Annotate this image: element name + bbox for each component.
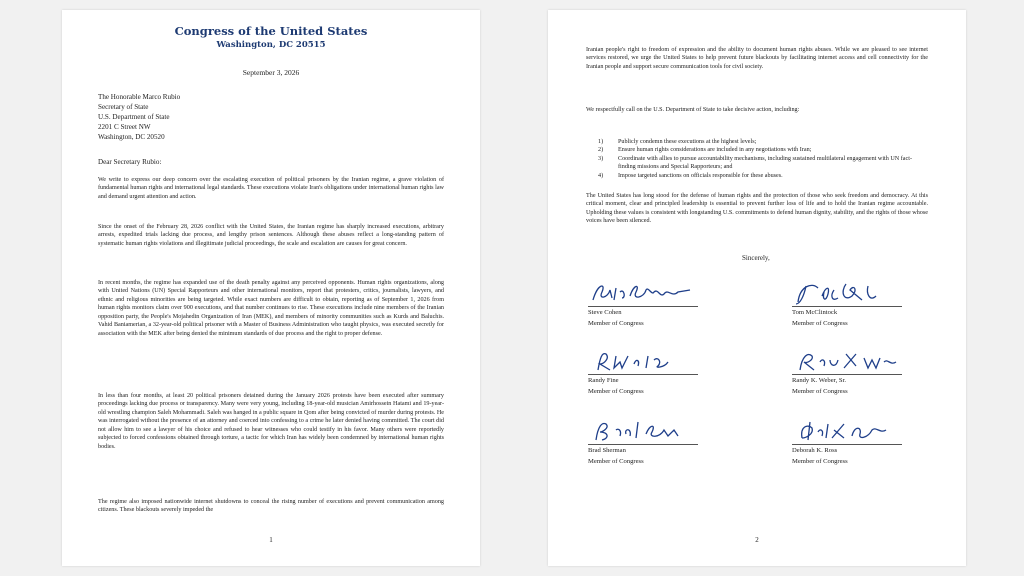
signatory-name: Deborah K. Ross <box>792 447 838 454</box>
closing-paragraph: The United States has long stood for the defense of human rights and the protection of those who seek freedom and democracy. At this critical moment, clear and principled leadership is essential to prevent further loss of life and to hold the Iranian regime accountable. Upholding these values is consistent with longstanding U.S. commitments to defend human dignity, stability, and the rights of those whose voices have been silenced. <box>586 193 928 225</box>
signatory-title: Member of Congress <box>792 388 848 395</box>
signature-block <box>792 346 952 396</box>
signature-block <box>588 346 748 396</box>
call-to-action: We respectfully call on the U.S. Department of State to take decisive action, including: <box>586 107 800 113</box>
body-paragraph: In recent months, the regime has expanded use of the death penalty against any perceived opponents. Human rights organizations, along with United Nations (UN) Special Rapporteurs and other international monitors, report that protesters, critics, journalists, lawyers, and ethnic and religious minorities are being targeted. While exact numbers are difficult to obtain, reporting as of September 1, 2026 from human rights monitors claim over 900 executions, and that number continues to rise. These executions include nine members of the Iranian opposition party, the People's Mojahedin Organization of Iran (MEK), and members of minority communities such as Kurds and Baluchis. Vahid Baniamerian, a 32-year-old political prisoner with a Master of Business Administration who taught physics, was executed secretly for association with the MEK after being denied the minimum standards of due process and the right to proper defense. <box>98 280 444 337</box>
letter-page-1 <box>62 10 480 566</box>
page-number: 1 <box>269 536 273 544</box>
signatory-title: Member of Congress <box>792 320 848 327</box>
address-line: The Honorable Marco Rubio <box>98 93 181 101</box>
signature-block <box>588 416 748 466</box>
address-line: Washington, DC 20520 <box>98 133 165 141</box>
sign-off: Sincerely, <box>742 254 770 262</box>
letterhead-city: Washington, DC 20515 <box>216 40 326 50</box>
signatory-title: Member of Congress <box>588 388 644 395</box>
signatory-name: Randy K. Weber, Sr. <box>792 377 847 384</box>
signatory-name: Tom McClintock <box>792 309 838 316</box>
signature-block <box>792 278 952 328</box>
letter-date: September 3, 2026 <box>242 68 300 77</box>
signature-block <box>588 278 748 328</box>
signature-image <box>792 346 902 376</box>
signatory-name: Brad Sherman <box>588 447 626 454</box>
body-paragraph: The regime also imposed nationwide internet shutdowns to conceal the rising number of executions and prevent communication among citizens. These blackouts severely impeded the <box>98 499 444 514</box>
letter-page-2 <box>548 10 966 566</box>
salutation: Dear Secretary Rubio: <box>98 158 162 166</box>
signatory-title: Member of Congress <box>588 320 644 327</box>
address-line: 2201 C Street NW <box>98 123 151 131</box>
signatory-title: Member of Congress <box>792 458 848 465</box>
body-paragraph: Iranian people's right to freedom of expression and the ability to document human rights abuses. While we are pleased to see internet services restored, we urge the United States to help prevent future blackouts by facilitating internet access and cell connectivity for the Iranian people and support secure communication tools for civil society. <box>586 47 928 70</box>
list-item: 2) Ensure human rights considerations are included in any negotiations with Iran; <box>598 147 812 154</box>
signatory-title: Member of Congress <box>588 458 644 465</box>
list-item: 4) Impose targeted sanctions on officials responsible for these abuses. <box>598 172 783 179</box>
signature-image <box>588 416 698 446</box>
signature-image <box>792 278 902 308</box>
signature-image <box>588 346 698 376</box>
list-item: 3) Coordinate with allies to pursue accountability mechanisms, including sustained multilateral engagement with UN fact-finding missions and Special Rapporteurs; and <box>598 155 912 171</box>
address-line: U.S. Department of State <box>98 113 170 121</box>
body-paragraph: Since the onset of the February 28, 2026 conflict with the United States, the Iranian regime has sharply increased executions, arbitrary arrests, expedited trials lacking due process, and lengthy prison sentences. Although these abuses reflect a long-standing pattern of systematic human rights violations and illegitimate judicial proceedings, the scale and escalation are causes for great concern. <box>98 224 444 247</box>
address-line: Secretary of State <box>98 103 149 111</box>
list-item: 1) Publicly condemn these executions at the highest levels; <box>598 139 757 145</box>
recipient-address <box>98 92 180 142</box>
body-paragraph: We write to express our deep concern over the escalating execution of political prisoners by the Iranian regime, a grave violation of fundamental human rights and international legal standards. These executions violate Iran's obligations under international human rights law and demand urgent attention and action. <box>98 177 444 200</box>
signature-image <box>792 416 902 446</box>
action-list <box>598 138 928 180</box>
signatory-name: Steve Cohen <box>588 309 622 316</box>
signature-image <box>588 278 698 308</box>
page-number: 2 <box>755 536 759 544</box>
signatory-name: Randy Fine <box>588 377 619 384</box>
letterhead-title: Congress of the United States <box>174 24 368 38</box>
signature-block <box>792 416 952 466</box>
body-paragraph: In less than four months, at least 20 political prisoners detained during the January 2026 protests have been executed after summary proceedings lacking due process or transparency. Many were very young, including 18-year-old musician Amirhossein Hatami and 19-year-old wrestling champion Saleh Mohammadi. Saleh was hanged in a public square in Qom after being convicted of murder during protests. He was interrogated without the presence of an attorney and coerced into confessing to a crime he later denied having committed. The court did not allow him to see a lawyer of his choice and refused to hear witnesses who could testify in his favor. Many others were reportedly subjected to forced confessions obtained through torture, a tactic for which Iran has widely been condemned by international human rights bodies. <box>98 393 445 450</box>
